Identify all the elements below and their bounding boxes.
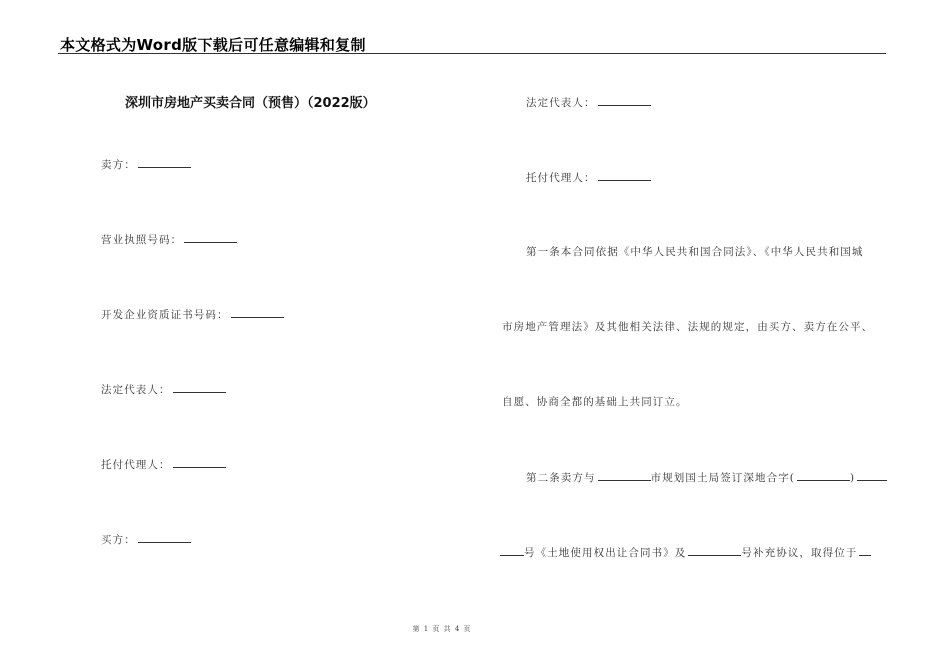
seller-legal-rep-field bbox=[101, 381, 226, 397]
buyer-legal-rep-blank bbox=[598, 94, 651, 106]
qualification-field bbox=[101, 306, 284, 322]
contract-title: 深圳市房地产买卖合同（预售）（2022版） bbox=[125, 96, 376, 111]
buyer-agent-blank bbox=[598, 169, 651, 181]
article-2-blank-b bbox=[797, 469, 850, 481]
article-2-blank-c bbox=[857, 469, 887, 481]
seller-legal-rep-blank bbox=[173, 381, 226, 393]
buyer-field bbox=[101, 531, 191, 547]
article-2-text-a: 第二条卖方与 bbox=[526, 472, 596, 484]
seller-agent-blank bbox=[173, 456, 226, 468]
article-1-line-2: 市房地产管理法》及其他相关法律、法规的规定，由买方、卖方在公平、 bbox=[502, 321, 874, 333]
buyer-agent-field bbox=[526, 169, 651, 185]
qualification-blank bbox=[231, 306, 284, 318]
article-2-blank-e bbox=[688, 544, 741, 556]
buyer-legal-rep-field bbox=[526, 94, 651, 110]
seller-legal-rep-label: 法定代表人： bbox=[101, 384, 171, 396]
article-2-text-e: 号补充协议，取得位于 bbox=[741, 547, 858, 559]
article-1-line-3: 自愿、协商全都的基础上共同订立。 bbox=[502, 396, 688, 408]
seller-field bbox=[101, 156, 191, 172]
article-2-line-1 bbox=[526, 469, 887, 485]
license-blank bbox=[184, 231, 237, 243]
document-banner: 本文格式为Word版下载后可任意编辑和复制 bbox=[60, 36, 366, 54]
buyer-label: 买方： bbox=[101, 534, 136, 546]
article-2-blank-f bbox=[859, 544, 871, 556]
seller-agent-field bbox=[101, 456, 226, 472]
article-2-text-b: 市规划国土局签订深地合字( bbox=[650, 472, 796, 484]
article-2-line-2 bbox=[500, 544, 871, 560]
seller-agent-label: 托付代理人： bbox=[101, 459, 171, 471]
banner-divider bbox=[58, 53, 886, 54]
seller-blank bbox=[138, 156, 191, 168]
buyer-legal-rep-label: 法定代表人： bbox=[526, 97, 596, 109]
license-label: 营业执照号码： bbox=[101, 234, 183, 246]
article-2-blank-d bbox=[500, 544, 524, 556]
seller-label: 卖方： bbox=[101, 159, 136, 171]
article-2-blank-a bbox=[598, 469, 651, 481]
article-2-text-d: 号《土地使用权出让合同书》及 bbox=[524, 547, 687, 559]
article-1-line-1: 第一条本合同依据《中华人民共和国合同法》、《中华人民共和国城 bbox=[526, 246, 864, 258]
license-field bbox=[101, 231, 237, 247]
qualification-label: 开发企业资质证书号码： bbox=[101, 309, 229, 321]
buyer-agent-label: 托付代理人： bbox=[526, 172, 596, 184]
buyer-blank bbox=[138, 531, 191, 543]
article-2-text-c: ) bbox=[850, 472, 856, 484]
page-number: 第 1 页 共 4 页 bbox=[412, 625, 472, 633]
